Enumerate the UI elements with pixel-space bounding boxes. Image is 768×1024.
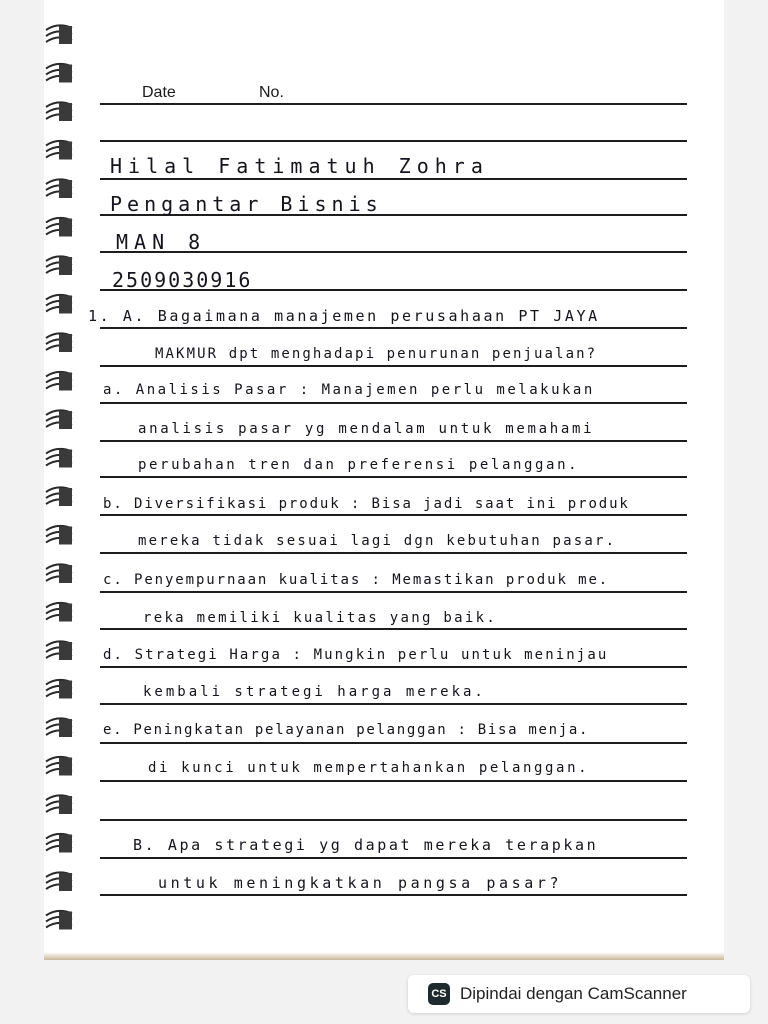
camscanner-text: Dipindai dengan CamScanner xyxy=(460,984,687,1003)
date-label: Date xyxy=(142,84,176,101)
camscanner-logo-icon: CS xyxy=(428,983,450,1005)
ruled-line xyxy=(100,103,687,105)
answer-a-line2: analisis pasar yg mendalam untuk memahami xyxy=(138,421,595,437)
school-name: MAN 8 xyxy=(116,230,207,254)
spiral-coil xyxy=(46,256,72,275)
answer-e-line2: di kunci untuk mempertahankan pelanggan. xyxy=(148,760,590,776)
ruled-line xyxy=(100,365,687,367)
spiral-coil xyxy=(46,449,72,468)
spiral-coil xyxy=(46,757,72,776)
spiral-coil xyxy=(46,603,72,622)
spiral-coil xyxy=(46,410,72,429)
student-name: Hilal Fatimatuh Zohra xyxy=(110,154,489,178)
spiral-coil xyxy=(46,641,72,660)
answer-a-line1: a. Analisis Pasar : Manajemen perlu melakukan xyxy=(103,382,595,398)
answer-e-line1: e. Peningkatan pelayanan pelanggan : Bisa menja. xyxy=(103,722,590,738)
spiral-coil xyxy=(46,834,72,853)
ruled-line xyxy=(100,140,687,142)
ruled-line xyxy=(100,327,687,329)
spiral-coil xyxy=(46,295,72,314)
spiral-coil xyxy=(46,718,72,737)
ruled-line xyxy=(100,178,687,180)
ruled-line xyxy=(100,703,687,705)
notebook-page xyxy=(44,0,724,960)
answer-d-line2: kembali strategi harga mereka. xyxy=(143,684,486,700)
spiral-coil xyxy=(46,526,72,545)
question-a-line1: 1. A. Bagaimana manajemen perusahaan PT JAYA xyxy=(88,307,600,325)
question-a-line2: MAKMUR dpt menghadapi penurunan penjualan? xyxy=(155,346,598,362)
spiral-coil xyxy=(46,64,72,83)
answer-d-line1: d. Strategi Harga : Mungkin perlu untuk meninjau xyxy=(103,647,609,663)
spiral-coil xyxy=(46,487,72,506)
ruled-line xyxy=(100,440,687,442)
spiral-coil xyxy=(46,218,72,237)
ruled-line xyxy=(100,591,687,593)
answer-c-line2: reka memiliki kualitas yang baik. xyxy=(143,610,498,626)
ruled-line xyxy=(100,819,687,821)
spiral-coil xyxy=(46,564,72,583)
ruled-line xyxy=(100,666,687,668)
number-label: No. xyxy=(259,84,284,101)
page-bottom-edge xyxy=(44,952,724,960)
ruled-line xyxy=(100,780,687,782)
spiral-coil xyxy=(46,872,72,891)
answer-c-line1: c. Penyempurnaan kualitas : Memastikan produk me. xyxy=(103,572,610,588)
ruled-line xyxy=(100,742,687,744)
ruled-line xyxy=(100,894,687,896)
ruled-line xyxy=(100,628,687,630)
spiral-coil xyxy=(46,25,72,44)
ruled-line xyxy=(100,552,687,554)
question-b-line1: B. Apa strategi yg dapat mereka terapkan xyxy=(133,836,599,854)
spiral-coil xyxy=(46,911,72,930)
ruled-line xyxy=(100,476,687,478)
camscanner-watermark xyxy=(408,975,750,1013)
spiral-binding xyxy=(42,18,82,948)
spiral-coil xyxy=(46,795,72,814)
question-b-line2: untuk meningkatkan pangsa pasar? xyxy=(158,874,563,892)
spiral-coil xyxy=(46,102,72,121)
spiral-coil xyxy=(46,141,72,160)
spiral-coil xyxy=(46,680,72,699)
subject-name: Pengantar Bisnis xyxy=(110,192,383,216)
student-id: 2509030916 xyxy=(112,268,253,292)
answer-b-line2: mereka tidak sesuai lagi dgn kebutuhan pasar. xyxy=(138,533,617,549)
answer-b-line1: b. Diversifikasi produk : Bisa jadi saat ini produk xyxy=(103,496,630,512)
answer-a-line3: perubahan tren dan preferensi pelanggan. xyxy=(138,457,580,473)
spiral-coil xyxy=(46,372,72,391)
ruled-line xyxy=(100,402,687,404)
ruled-line xyxy=(100,857,687,859)
spiral-coil xyxy=(46,179,72,198)
ruled-line xyxy=(100,514,687,516)
spiral-coil xyxy=(46,333,72,352)
